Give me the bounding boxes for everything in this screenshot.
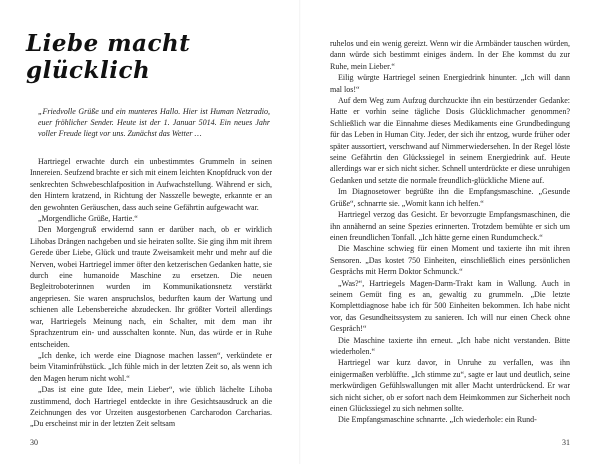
paragraph: Die Maschine schwieg für einen Moment und taxierte ihn mit ihren Sensoren. „Das kostet 750 Einheiten, einschließlich eines persönlichen Gesprächs mit Herrn Doktor Schmunck.“ — [330, 244, 570, 277]
paragraph: Hartriegel war kurz davor, in Unruhe zu verfallen, was ihn einigermaßen verblüffte. „Ich stimme zu“, sagte er laut und deutlich, seine merkwürdigen Gefühlswallungen mit aller Macht unterdrückend. Er war sich nicht sicher, ob er sofort nach dem Heimkommen zur Sicherheit noch einen Glückssiegel zu sich nehmen sollte. — [330, 358, 570, 413]
epigraph: „Friedvolle Grüße und ein munteres Hallo. Hier ist Human Netzradio, euer fröhlicher Sender. Heute ist der 1. Januar 5014. Ein neues Jahr voller Freude liegt vor uns. Zunächst das Wetter … — [38, 107, 270, 139]
right-page — [300, 0, 600, 464]
paragraph: „Was?“, Hartriegels Magen-Darm-Trakt kam in Wallung. Auch in seinem Gemüt fing es an, gewaltig zu grummeln. „Die letzte Komplettdiagnose habe ich für 500 Einheiten bekommen. Ich habe nicht vor, das Gesundheitssystem zu sanieren. Ich will nur einen Check ohne Gespräch!“ — [330, 278, 570, 334]
paragraph: Auf dem Weg zum Aufzug durchzuckte ihn ein bestürzender Gedanke: Hatte er vorhin seine tägliche Dosis Glücklichmacher genommen? Schließlich war die Einnahme dieses Medikaments eine Grundbedingung für das Leben in Human City. Jeder, der sich ihr entzog, wurde früher oder später aussortiert, verschwand auf Nimmerwiedersehen. In der Regel löste seine Gefährtin den Glückssiegel in seinem Energiedrink auf. Heute allerdings war er sich nicht sicher. Schnell unterdrückte er diese unruhigen Gedanken und setzte die normale freundlich-glückliche Miene auf. — [330, 96, 570, 185]
paragraph: ruhelos und ein wenig gereizt. Wenn wir die Armbänder tauschen würden, dann würde sich bestimmt einiges ändern. In der Ehe kommst du zur Ruhe, mein Lieber.“ — [330, 39, 570, 71]
paragraph: Im Diagnosetower begrüßte ihn die Empfangsmaschine. „Gesunde Grüße“, schnarrte sie. „Womit kann ich helfen.“ — [330, 187, 570, 208]
page-number-left: 30 — [30, 438, 38, 447]
paragraph: Den Morgengruß erwidernd sann er darüber nach, ob er wirklich Lihobas Drängen nachgeben und sie heiraten sollte. Sie ging ihm mit ihrem Gerede über Liebe, Glück und traute Zweisamkeit mehr und mehr auf die Nerven, wobei Hartriegel immer öfter den ketzerischen Gedanken hatte, sie durch eine humanoide Maschine zu ersetzen. Die neuen Begleitroboterinnen wurden im Kommunikationsnetz verstärkt angepriesen. Sie waren anspruchslos, bedurften kaum der Wartung und schienen alle Lebensbereiche abzudecken. Ihr größter Vorteil allerdings war, Hartriegels Meinung nach, ein Schalter, mit dem man ihr Sprachzentrum ein- und ausschalten konnte. Nun, das würde er in Ruhe entscheiden. — [30, 225, 272, 349]
paragraph: „Morgendliche Grüße, Hartie.“ — [38, 214, 138, 224]
paragraph: „Das ist eine gute Idee, mein Lieber“, wie üblich lächelte Lihoba zustimmend, doch Hartriegel entdeckte in ihre Gesichtsausdruck an die Zeichnungen des vor Urzeiten ausgestorbenen Carcharodon Carcharias. „Du erscheinst mir in der letzten Zeit seltsam — [30, 385, 272, 429]
page-number-right: 31 — [562, 438, 570, 447]
paragraph: Hartriegel erwachte durch ein unbestimmtes Grummeln in seinen Innereien. Seufzend brachte er sich mit einem leichten Knopfdruck von der senkrechten Schwebeschlafposition in Aufwachstellung. Während er sich, den Hintern kratzend, in Richtung der Nasszelle bewegte, erkannte er an den gewohnten Geräuschen, dass auch seine Gefährtin aufgewacht war. — [30, 157, 272, 212]
paragraph: Eilig würgte Hartriegel seinen Energiedrink hinunter. „Ich will dann mal los!“ — [330, 73, 570, 94]
left-body-text — [30, 156, 272, 430]
paragraph: „Ich denke, ich werde eine Diagnose machen lassen“, verkündete er beim Vitaminfrühstück. „Ich fühle mich in der letzten Zeit so, als wenn ich den Magen herum nicht wohl.“ — [30, 350, 272, 383]
paragraph: Die Empfangsmaschine schnarrte. „Ich wiederhole: ein Rund- — [338, 415, 537, 425]
chapter-title: Liebe macht glücklich — [26, 30, 191, 84]
paragraph: Hartriegel verzog das Gesicht. Er bevorzugte Empfangsmaschinen, die ihn annähernd an seine Spezies erinnerten. Trotzdem bemühte er sich um einen freundlichen Tonfall. „Ich hätte gerne einen Rundumcheck.“ — [330, 210, 570, 242]
right-body-text — [330, 38, 570, 426]
paragraph: Die Maschine taxierte ihn erneut. „Ich habe nicht verstanden. Bitte wiederholen.“ — [330, 335, 570, 356]
